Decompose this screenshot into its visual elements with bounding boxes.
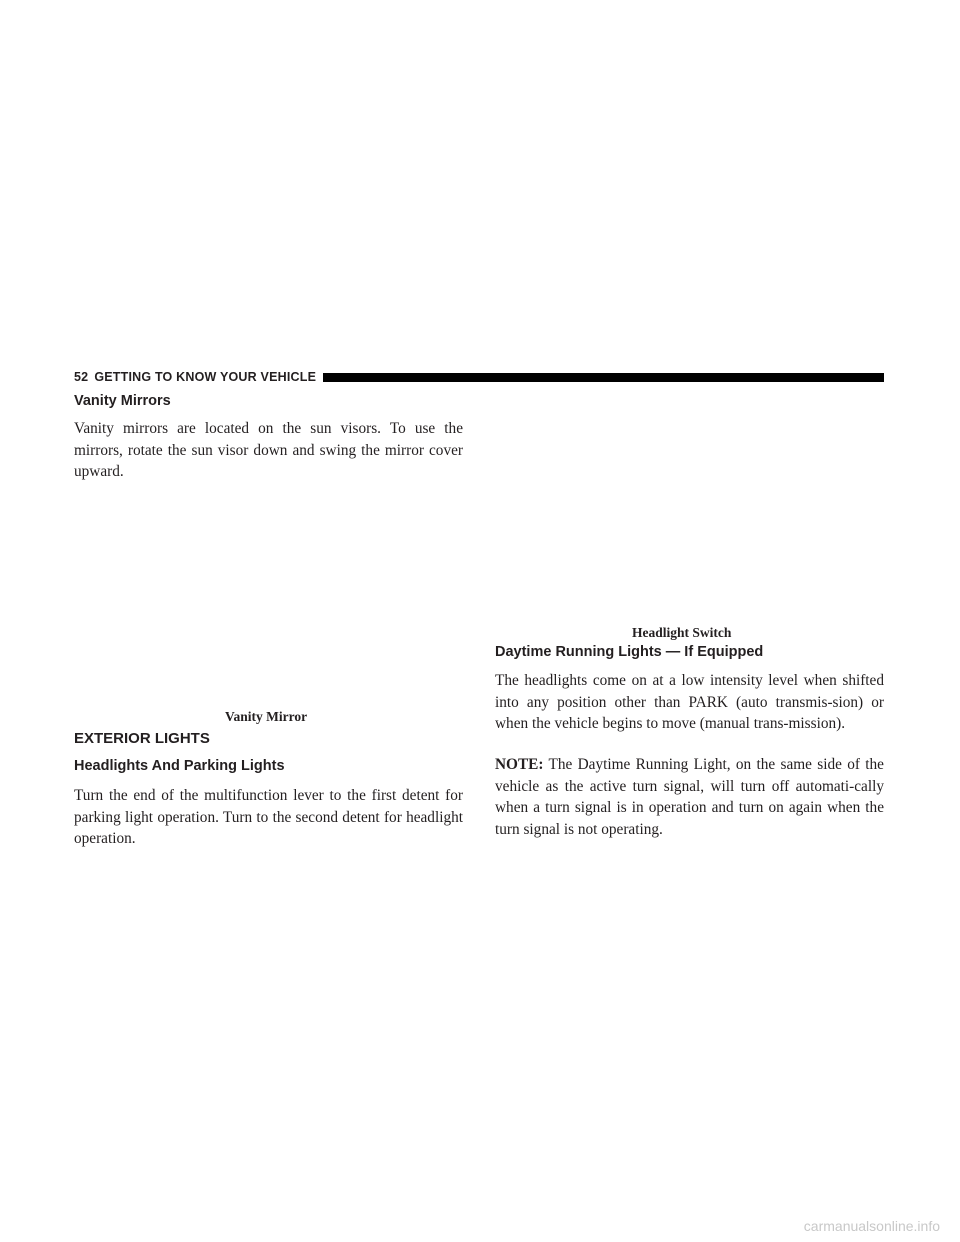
vanity-mirrors-heading: Vanity Mirrors <box>74 393 171 409</box>
headlights-parking-heading: Headlights And Parking Lights <box>74 758 285 774</box>
vanity-mirror-caption: Vanity Mirror <box>225 709 308 724</box>
headlights-parking-body: Turn the end of the multifunction lever to the first detent for parking light operation. Turn to the second detent for headlight operation. <box>74 787 463 847</box>
header-rule <box>323 373 884 382</box>
page-header <box>74 369 884 385</box>
headlight-switch-caption: Headlight Switch <box>632 625 732 640</box>
vanity-mirrors-body: Vanity mirrors are located on the sun visors. To use the mirrors, rotate the sun visor down and swing the mirror cover upward. <box>74 420 463 480</box>
drl-body: The headlights come on at a low intensity level when shifted into any position other than PARK (auto transmis-sion) or when the vehicle begins to move (manual trans-mission). <box>495 672 884 732</box>
note-label: NOTE: <box>495 756 544 773</box>
footer-watermark: carmanualsonline.info <box>803 1218 940 1234</box>
note-body: The Daytime Running Light, on the same side of the vehicle as the active turn signal, will turn off automati-cally when a turn signal is in operation and turn on again when the turn signal is not operating. <box>495 756 884 838</box>
page-number: 52 <box>74 370 89 384</box>
drl-heading: Daytime Running Lights — If Equipped <box>495 644 764 660</box>
section-title: GETTING TO KNOW YOUR VEHICLE <box>94 370 317 384</box>
exterior-lights-heading: EXTERIOR LIGHTS <box>74 730 210 747</box>
drl-note <box>495 754 884 840</box>
